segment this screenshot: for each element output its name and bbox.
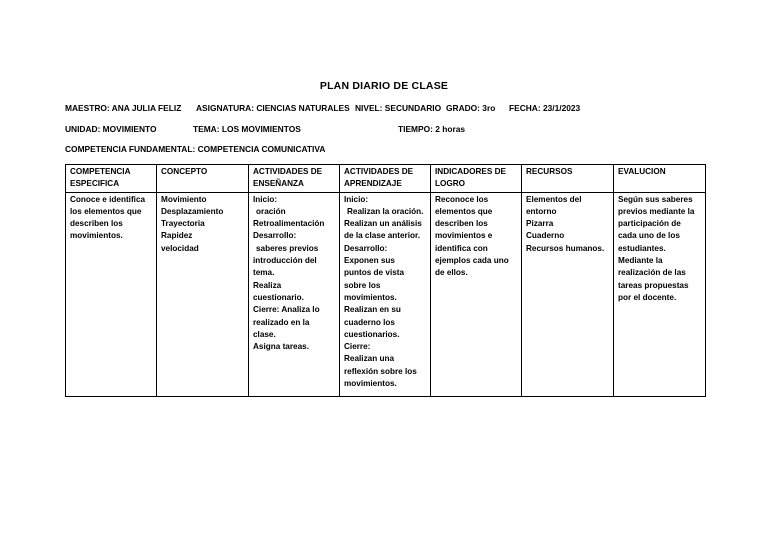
cell-line: Inicio: [344,194,369,204]
table-header-row [66,165,706,193]
cell-line: movimientos e [435,231,493,241]
cell-line: Realizan una [344,354,395,364]
level-label: NIVEL: SECUNDARIO [355,103,442,113]
cell-line: participación de [618,219,681,229]
cell-line: Cierre: Analiza lo [253,305,320,315]
cell-competencia [66,192,157,396]
table-row [66,192,706,396]
cell-line: cuaderno los [344,317,395,327]
cell-line: cuestionarios. [344,329,400,339]
cell-line: Recursos humanos. [526,243,605,253]
header-concepto: CONCEPTO [157,165,249,193]
cell-line: Elementos del [526,194,582,204]
page-title: PLAN DIARIO DE CLASE [319,80,449,92]
header-indicadores: INDICADORES DE LOGRO [431,165,522,193]
cell-line: Realiza [253,280,282,290]
cell-line: describen los [435,219,488,229]
cell-line: previos mediante la [618,206,695,216]
cell-line: Desarrollo: [253,231,297,241]
lesson-plan-table [65,164,706,397]
cell-line: Mediante la [618,256,663,266]
cell-line: tareas propuestas [618,280,689,290]
cell-indicadores [431,192,522,396]
cell-line: Trayectoria [161,219,205,229]
cell-recursos [522,192,614,396]
cell-line: Desplazamiento [161,206,224,216]
cell-line: Inicio: [253,194,278,204]
cell-line: por el docente. [618,292,677,302]
cell-line: de la clase anterior. [344,231,421,241]
cell-line: Cierre: [344,342,371,352]
cell-line: describen los [70,219,123,229]
cell-line: Exponen sus [344,256,395,266]
header-recursos: RECURSOS [522,165,614,193]
cell-line: Rapidez [161,231,193,241]
cell-line: Reconoce los [435,194,489,204]
cell-line: Según sus saberes [618,194,693,204]
cell-line: identifica con [435,243,488,253]
header-competencia: COMPETENCIA ESPECIFICA [66,165,157,193]
competency-label: COMPETENCIA FUNDAMENTAL: COMPETENCIA COMUNICATIVA [65,144,326,154]
cell-line: velocidad [161,243,199,253]
cell-line: estudiantes. [618,243,666,253]
cell-evaluacion [614,192,706,396]
cell-line: clase. [253,329,276,339]
cell-line: saberes previos [256,243,319,253]
cell-line: Realizan la oración. [347,206,424,216]
unit-label: UNIDAD: MOVIMIENTO [65,124,157,134]
cell-line: Realizan en su [344,305,401,315]
cell-line: tema. [253,268,275,278]
cell-line: movimientos. [344,292,397,302]
cell-line: Movimiento [161,194,207,204]
cell-line: movimientos. [70,231,123,241]
cell-line: Pizarra [526,219,554,229]
cell-line: Asigna tareas. [253,342,309,352]
cell-line: introducción del [253,256,317,266]
cell-aprendizaje [340,192,431,396]
grade-label: GRADO: 3ro [446,103,496,113]
cell-line: Desarrollo: [344,243,388,253]
cell-line: movimientos. [344,379,397,389]
header-aprendizaje: ACTIVIDADES DE APRENDIZAJE [340,165,431,193]
cell-line: sobre los [344,280,381,290]
date-label: FECHA: 23/1/2023 [509,103,581,113]
subject-label: ASIGNATURA: CIENCIAS NATURALES [196,103,350,113]
cell-line: oración [256,206,286,216]
cell-line: realización de las [618,268,686,278]
time-label: TIEMPO: 2 horas [398,124,466,134]
header-ensenanza: ACTIVIDADES DE ENSEÑANZA [249,165,340,193]
teacher-label: MAESTRO: ANA JULIA FELIZ [65,103,182,113]
cell-line: Cuaderno [526,231,565,241]
cell-concepto [157,192,249,396]
cell-line: realizado en la [253,317,310,327]
cell-line: Conoce e identifica [70,194,146,204]
cell-line: entorno [526,206,557,216]
cell-line: Realizan un análisis [344,219,422,229]
cell-line: reflexión sobre los [344,366,417,376]
cell-line: cada uno de los [618,231,680,241]
header-evaluacion: EVALUCION [614,165,706,193]
cell-line: los elementos que [70,206,142,216]
cell-line: ejemplos cada uno [435,256,509,266]
cell-line: Retroalimentación [253,219,325,229]
cell-line: cuestionario. [253,292,304,302]
cell-line: de ellos. [435,268,468,278]
cell-ensenanza [249,192,340,396]
topic-label: TEMA: LOS MOVIMIENTOS [193,124,301,134]
cell-line: puntos de vista [344,268,405,278]
cell-line: elementos que [435,206,493,216]
